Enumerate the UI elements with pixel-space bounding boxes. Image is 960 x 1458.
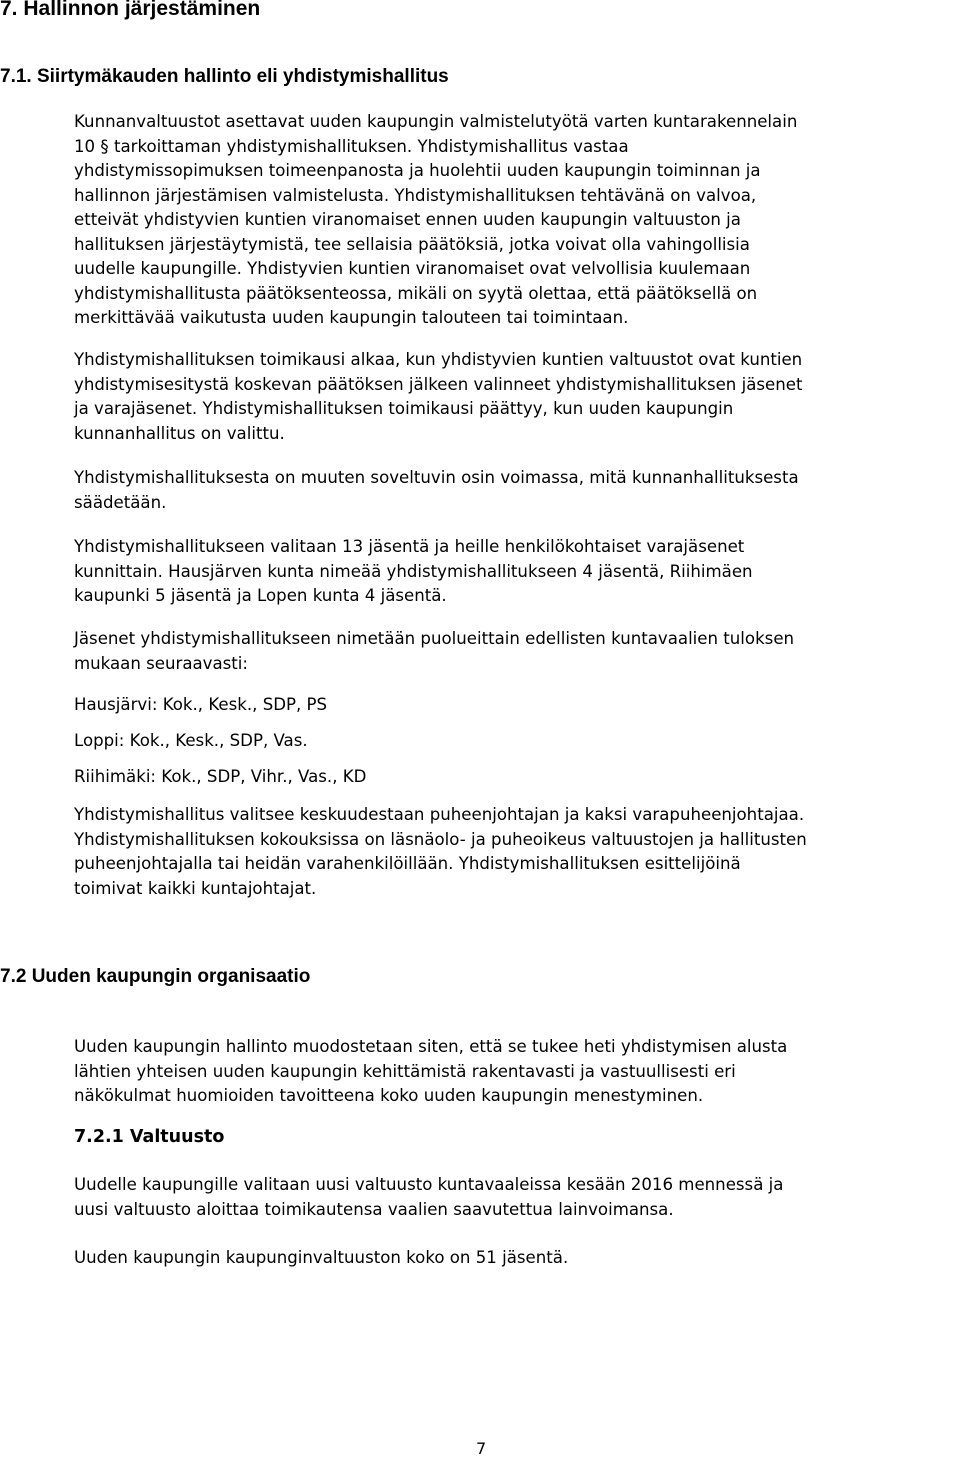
- paragraph-parties-intro: Jäsenet yhdistymishallitukseen nimetään puolueittain edellisten kuntavaalien tuloksen mukaan seuraavasti:: [74, 629, 795, 673]
- paragraph-council-election: Uudelle kaupungille valitaan uusi valtuusto kuntavaaleissa kesään 2016 mennessä ja uusi valtuusto aloittaa toimikautensa vaalien saavutettua lainvoimansa.: [74, 1175, 784, 1219]
- section-heading-7-1: 7.1. Siirtymäkauden hallinto eli yhdistymishallitus: [0, 66, 449, 87]
- subsection-heading-7-2-1: 7.2.1 Valtuusto: [74, 1127, 225, 1147]
- paragraph-term: Yhdistymishallituksen toimikausi alkaa, kun yhdistyvien kuntien valtuustot ovat kuntien yhdistymisesitystä koskevan päätöksen jälkeen valinneet yhdistymishallituksen jäsenet ja varajäsenet. Yhdistymishallituksen toimikausi päättyy, kun uuden kaupungin kunnanhallitus on valittu.: [74, 350, 803, 443]
- paragraph-regulation: Yhdistymishallituksesta on muuten soveltuvin osin voimassa, mitä kunnanhallituksesta säädetään.: [74, 468, 799, 512]
- paragraph-council-size: Uuden kaupungin kaupunginvaltuuston koko on 51 jäsentä.: [74, 1248, 569, 1267]
- party-list-riihimaki: Riihimäki: Kok., SDP, Vihr., Vas., KD: [74, 767, 367, 786]
- page-number: 7: [476, 1439, 487, 1458]
- paragraph-organisation: Uuden kaupungin hallinto muodostetaan siten, että se tukee heti yhdistymisen alusta lähtien yhteisen uuden kaupungin kehittämistä rakentavasti ja vastuullisesti eri näkökulmat huomioiden tavoitteena koko uuden kaupungin menestyminen.: [74, 1037, 788, 1105]
- section-heading-7-2: 7.2 Uuden kaupungin organisaatio: [0, 966, 311, 987]
- paragraph-members: Yhdistymishallitukseen valitaan 13 jäsentä ja heille henkilökohtaiset varajäsenet kunnittain. Hausjärven kunta nimeää yhdistymishallitukseen 4 jäsentä, Riihimäen kaupunki 5 jäsentä ja Lopen kunta 4 jäsentä.: [74, 537, 753, 605]
- party-list-loppi: Loppi: Kok., Kesk., SDP, Vas.: [74, 731, 308, 750]
- paragraph-tasks: Kunnanvaltuustot asettavat uuden kaupungin valmistelutyötä varten kuntarakennelain 10 § tarkoittaman yhdistymishallituksen. Yhdistymishallitus vastaa yhdistymissopimuksen toimeenpanosta ja huolehtii uuden kaupungin toiminnan ja hallinnon järjestämisen valmistelusta. Yhdistymishallituksen tehtävänä on valvoa, etteivät yhdistyvien kuntien viranomaiset ennen uuden kaupungin valtuuston ja hallituksen järjestäytymistä, tee sellaisia päätöksiä, jotka voivat olla vahingollisia uudelle kaupungille. Yhdistyvien kuntien viranomaiset ovat velvollisia kuulemaan yhdistymishallitusta päätöksenteossa, mikäli on syytä olettaa, että päätöksellä on merkittävää vaikutusta uuden kaupungin talouteen tai toimintaan.: [74, 112, 798, 327]
- chapter-heading: 7. Hallinnon järjestäminen: [0, 0, 261, 20]
- paragraph-chair: Yhdistymishallitus valitsee keskuudestaan puheenjohtajan ja kaksi varapuheenjohtajaa. Yhdistymishallituksen kokouksissa on läsnäolo- ja puheoikeus valtuustojen ja hallitusten puheenjohtajalla tai heidän varahenkilöillään. Yhdistymishallituksen esittelijöinä toimivat kaikki kuntajohtajat.: [74, 805, 807, 898]
- party-list-hausjarvi: Hausjärvi: Kok., Kesk., SDP, PS: [74, 695, 328, 714]
